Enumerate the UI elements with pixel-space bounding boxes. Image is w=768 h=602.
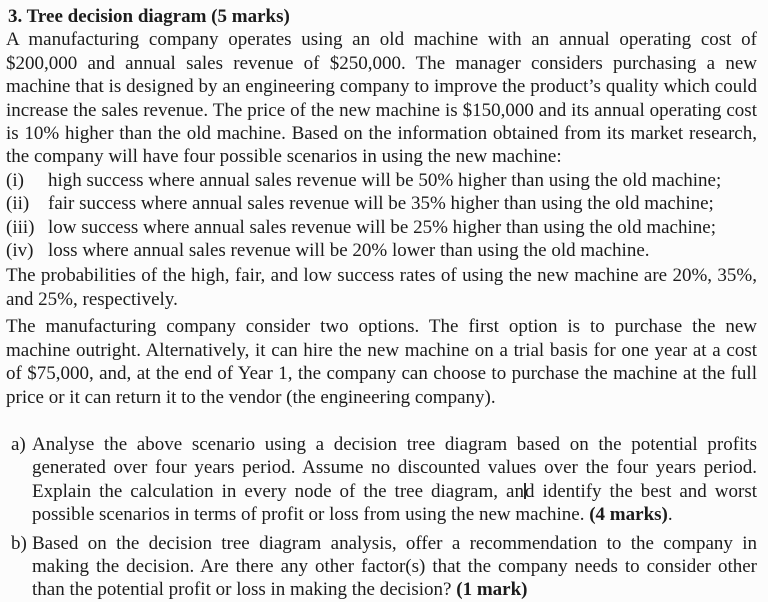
intro-paragraph: A manufacturing company operates using an old machine with an annual operating cost of $200,000 and annual sales revenue of $250,000. The manager considers purchasing a new machine that is designed by an engineering company to improve the product’s quality which could increase the sales revenue. The price of the new machine is $150,000 and its annual operating cost is 10% higher than the old machine. Based on the information obtained from its market research, the company will have four possible scenarios in using the new machine: <box>6 29 757 168</box>
question-a-marks: (4 marks) <box>589 504 668 526</box>
question-a-suffix: . <box>667 504 673 526</box>
scenario-item-loss <box>6 239 757 262</box>
scenario-list <box>6 169 757 263</box>
scenario-label: (i) <box>6 169 24 191</box>
question-b <box>6 532 757 602</box>
scenario-label: (iii) <box>6 216 35 238</box>
options-paragraph: The manufacturing company consider two options. The first option is to purchase the new machine outright. Alternatively, it can hire the new machine on a trial basis for one year at a cost of $75,000, and, at the end of Year 1, the company can choose to purchase the machine at the full price or it can return it to the vendor (the engineering company). <box>6 316 757 408</box>
scenario-label: (ii) <box>6 193 30 215</box>
scenario-item-low <box>6 216 757 239</box>
probabilities-paragraph: The probabilities of the high, fair, and low success rates of using the new machine are 20%, 35%, and 25%, respectively. <box>6 265 757 310</box>
scenario-item-fair <box>6 192 757 215</box>
scenario-label: (iv) <box>6 240 34 262</box>
question-b-text <box>32 532 757 602</box>
question-a <box>6 433 757 527</box>
question-a-text-pre: Analyse the above scenario using a decision tree diagram based on the potential profits generated over four years period. Assume no discounted values over the four years period. Explain the calculation in every node of the tree diagram, an <box>32 433 757 502</box>
scenario-text: fair success where annual sales revenue will be 35% higher than using the old machine; <box>48 193 714 215</box>
question-a-text <box>32 433 757 527</box>
scenario-text: low success where annual sales revenue will be 25% higher than using the old machine; <box>48 216 716 238</box>
question-a-label: a) <box>11 433 26 455</box>
scenario-item-high <box>6 169 757 192</box>
question-b-marks: (1 mark) <box>456 579 528 601</box>
scenario-text: high success where annual sales revenue will be 50% higher than using the old machine; <box>48 169 722 191</box>
question-b-label: b) <box>11 532 27 554</box>
question-title: 3. Tree decision diagram (5 marks) <box>8 6 290 27</box>
question-a-text-post: d identify the best and worst possible scenarios in terms of profit or loss from using the new machine. <box>32 480 757 526</box>
question-b-text-body: Based on the decision tree diagram analysis, offer a recommendation to the company in making the decision. Are there any other factor(s) that the company needs to consider other than the potential profit or loss in making the decision? <box>32 532 757 601</box>
scenario-text: loss where annual sales revenue will be 20% lower than using the old machine. <box>48 240 650 262</box>
